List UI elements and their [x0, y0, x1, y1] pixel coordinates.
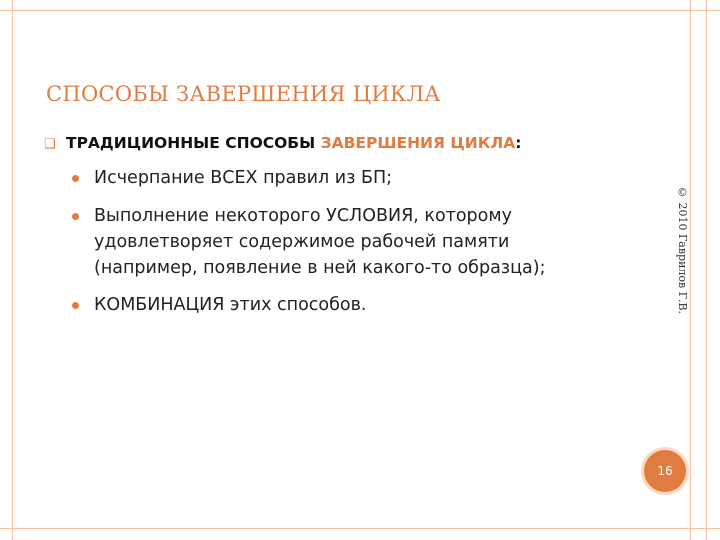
frame-line-top: [0, 10, 720, 11]
hollow-square-bullet-icon: ❑: [44, 137, 56, 152]
list-item: [72, 203, 582, 281]
list-item-line: КОМБИНАЦИЯ этих способов.: [94, 295, 367, 315]
heading-accent-text: ЗАВЕРШЕНИЯ ЦИКЛА: [320, 134, 516, 152]
list-item-line: Выполнение некоторого УСЛОВИЯ, которому: [94, 206, 512, 226]
page-number-badge: [644, 450, 686, 492]
frame-line-left: [12, 0, 13, 540]
copyright-note: © 2010 Гаврилов Г.В.: [676, 186, 689, 315]
frame-line-bottom: [0, 528, 720, 529]
frame-line-right-inner: [690, 0, 691, 540]
list-item-line: (например, появление в ней какого-то образца);: [94, 258, 546, 278]
heading-text: ТРАДИЦИОННЫЕ СПОСОБЫ: [66, 134, 321, 152]
bullet-dot-icon: [72, 175, 79, 182]
slide-heading: [66, 134, 521, 152]
list-item: [72, 292, 582, 318]
list-item-line: Исчерпание ВСЕХ правил из БП;: [94, 168, 393, 188]
bullet-dot-icon: [72, 302, 79, 309]
heading-colon: :: [515, 134, 522, 152]
list-item: [72, 165, 582, 191]
list-item-line: удовлетворяет содержимое рабочей памяти: [94, 232, 510, 252]
bullet-dot-icon: [72, 213, 79, 220]
frame-line-right-outer: [706, 0, 707, 540]
slide-title: СПОСОБЫ ЗАВЕРШЕНИЯ ЦИКЛА: [46, 82, 441, 106]
page-number: 16: [657, 464, 673, 478]
